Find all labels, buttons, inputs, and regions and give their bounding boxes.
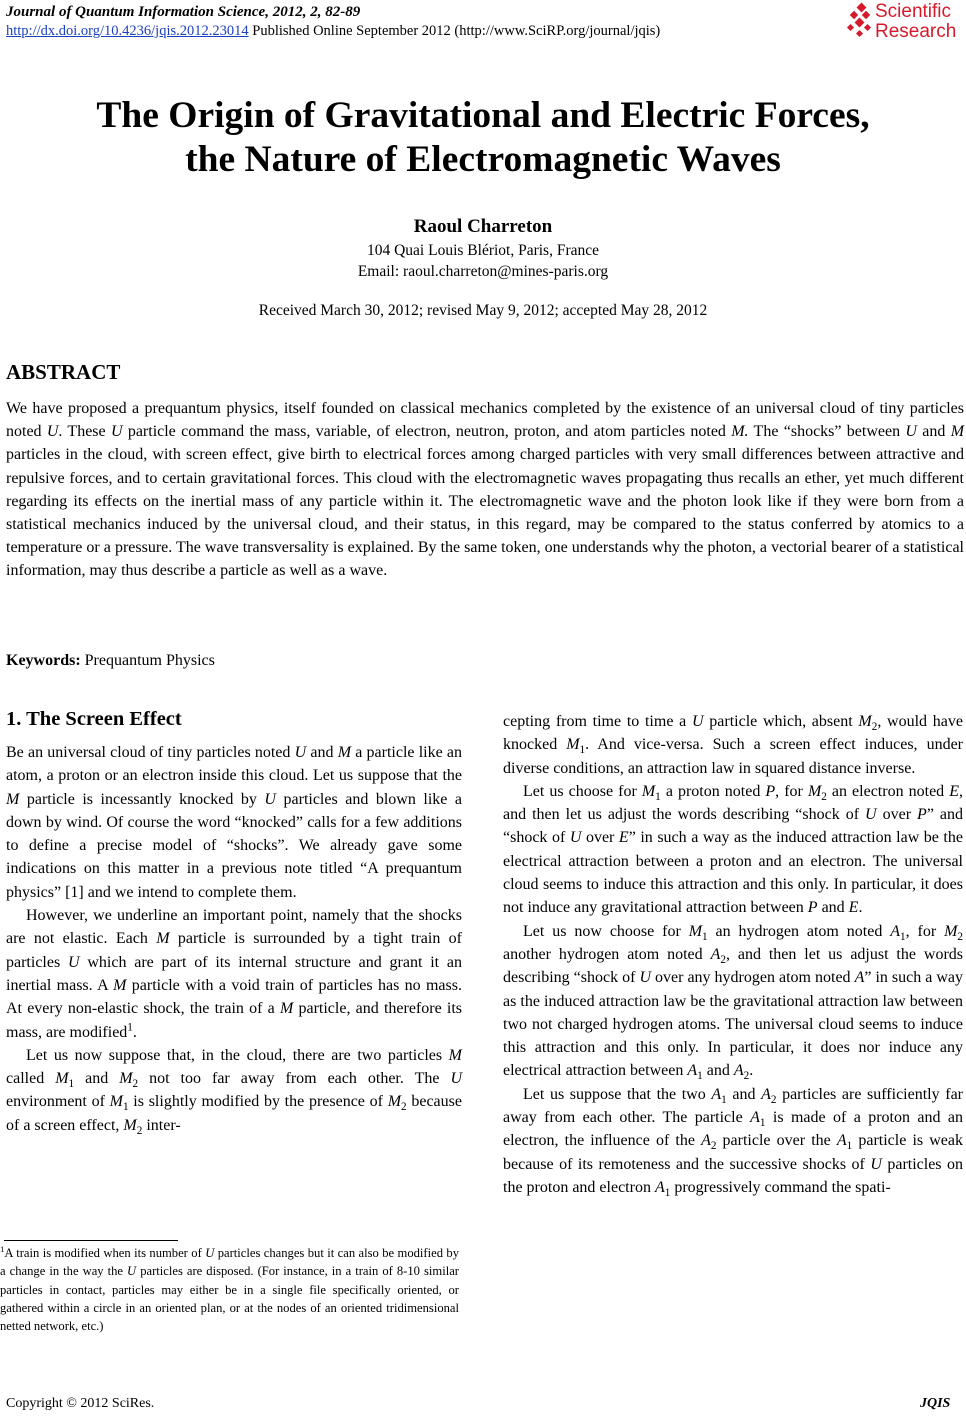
paragraph: Let us now choose for $M_1$ an hydrogen atom noted $A_1$, for $M_2$ another hydrogen atom noted $A_2$, and then let us adjust the words describing “shock of U over any hydrogen atom noted A” in such a way as the induced attraction law be the gravitational attraction law between two not charged hydrogen atoms. The universal cloud seems to induce this attraction and this only. In particular, it does nor induce any electrical attraction between $A_1$ and $A_2$.: [503, 922, 964, 1083]
logo-text-line1: Scientific: [875, 1, 952, 22]
abstract-body: We have proposed a prequantum physics, itself founded on classical mechanics completed by the existence of an universal cloud of tiny particles noted U. These U particle command the mass, variable, of electron, neutron, proton, and atom particles noted M. The “shocks” between U and M particles in the cloud, with screen effect, give birth to electrical forces among charged particles with very small differences between attractive and repulsive forces, and to certain gravitational forces. This cloud with the electromagnetic waves propagating thus recalls an ether, yet much different regarding its effects on the inertial mass of any particle within it. The electromagnetic wave and the photon look like if they were born from a statistical mechanics induced by the universal cloud, and their status, in this regard, may be compared to the status conferred by atomics to a temperature or a pressure. The wave transversality is explained. By the same token, one understands why the photon, a vectorial bearer of a statistical information, may thus describe a particle as well as a wave.: [6, 400, 965, 580]
body-column-right: [503, 710, 963, 1199]
paragraph: Be an universal cloud of tiny particles noted U and M a particle like an atom, a proton or an electron inside this cloud. Let us suppose that the M particle is incessantly knocked by U particles and blown like a down by wind. Of course the word “knocked” calls for a few additions to define a precise model of “shocks”. We already gave some indications on this matter in a previous note titled “A prequantum physics” [1] and we intend to complete them.: [6, 744, 463, 901]
title-line-2: the Nature of Electromagnetic Waves: [185, 139, 781, 180]
logo-text: [875, 2, 956, 42]
scientific-research-logo: [845, 2, 965, 46]
journal-citation: Journal of Quantum Information Science, 2012, 2, 82-89: [6, 4, 361, 20]
abstract-heading: ABSTRACT: [6, 360, 121, 384]
author-address: 104 Quai Louis Blériot, Paris, France: [366, 242, 600, 259]
journal-abbrev: JQIS: [920, 1396, 951, 1411]
logo-mark-icon: [845, 2, 875, 42]
title-line-1: The Origin of Gravitational and Electric Forces,: [96, 95, 870, 136]
footnote: $^1$A train is modified when its number of U particles changes but it can also be modified by a change in the way the U particles are disposed. (For instance, in a train of 8-10 similar particles in contact, particles may either be in a single file specifically oriented, or gathered within a circle in an oriented plan, or at the nodes of an oriented tridimensional netted network, etc.): [0, 1243, 460, 1334]
footnote-divider: [4, 1240, 178, 1241]
copyright-notice: Copyright © 2012 SciRes.: [6, 1396, 155, 1411]
received-dates: Received March 30, 2012; revised May 9, 2012; accepted May 28, 2012: [258, 302, 708, 319]
logo-text-line2: Research: [875, 21, 957, 42]
keywords: [6, 652, 215, 670]
doi-link[interactable]: http://dx.doi.org/10.4236/jqis.2012.23014: [6, 23, 249, 39]
paragraph: cepting from time to time a U particle which, absent $M_2$, would have knocked $M_1$. And vice-versa. Such a screen effect induces, under diverse conditions, an attraction law in squared distance inverse.: [503, 713, 963, 777]
paragraph: Let us choose for $M_1$ a proton noted P, for $M_2$ an electron noted E, and then let us adjust the words describing “shock of U over P” and “shock of U over E” in such a way as the induced attraction law be the electrical attraction between a proton and an electron. The universal cloud seems to induce this attraction and this only. In particular, it does not induce any gravitational attraction between P and E.: [503, 782, 964, 917]
doi-line: [6, 23, 660, 40]
author-name: Raoul Charreton: [413, 216, 553, 237]
paragraph: However, we underline an important point, namely that the shocks are not elastic. Each M particle is surrounded by a tight train of particles U which are part of its internal structure and grant it an inertial mass. A M particle with a void train of particles has no mass. At every non-elastic shock, the train of a M particle, and therefore its mass, are modified$^1$.: [6, 907, 462, 1041]
paragraph: Let us suppose that the two $A_1$ and $A_2$ particles are sufficiently far away from each other. The particle $A_1$ is made of a proton and an electron, the influence of the $A_2$ particle over the $A_1$ particle is weak because of its remoteness and the successive shocks of U particles on the proton and electron $A_1$ progressively command the spati-: [503, 1085, 963, 1200]
keywords-label: Keywords:: [6, 652, 81, 669]
keywords-value: Prequantum Physics: [80, 652, 215, 669]
section-heading: 1. The Screen Effect: [6, 708, 182, 730]
author-affiliation: [0, 240, 966, 282]
paragraph: Let us now suppose that, in the cloud, there are two particles M called $M_1$ and $M_2$ not too far away from each other. The U environment of $M_1$ is slightly modified by the presence of $M_2$ because of a screen effect, $M_2$ inter-: [6, 1046, 462, 1137]
published-text: Published Online September 2012 (http://www.SciRP.org/journal/jqis): [248, 23, 661, 39]
body-column-left: [6, 741, 462, 1137]
paper-title: [0, 94, 966, 182]
author-email: Email: raoul.charreton@mines-paris.org: [357, 263, 609, 280]
